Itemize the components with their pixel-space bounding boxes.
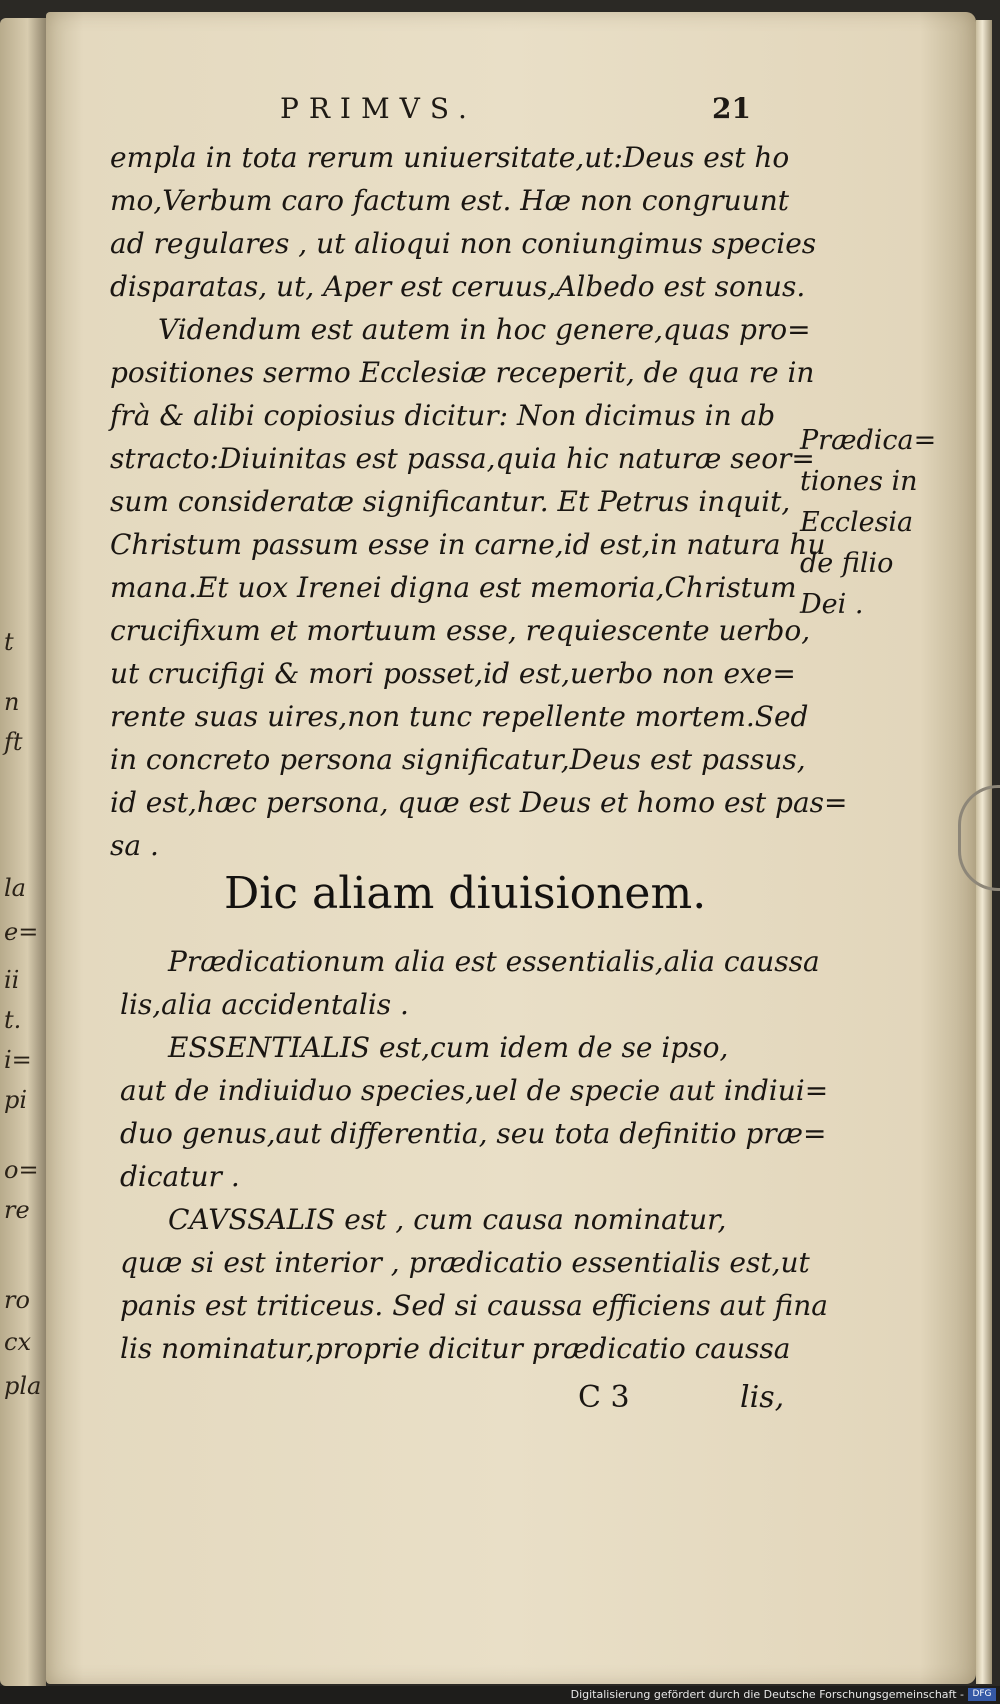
prev-fragment: pla	[4, 1372, 42, 1400]
prev-fragment: i=	[4, 1046, 32, 1074]
text-line: positiones sermo Ecclesiæ receperit, de qua re in	[110, 356, 815, 389]
previous-page-edge	[0, 18, 46, 1686]
prev-fragment: t	[4, 628, 14, 656]
marginal-line: Prædica=	[800, 425, 937, 456]
text-line: crucifixum et mortuum esse, requiescente uerbo,	[110, 614, 811, 647]
marginal-line: Ecclesia	[800, 507, 914, 538]
prev-fragment: la	[4, 874, 26, 902]
marginal-line: tiones in	[800, 466, 918, 497]
text-line: empla in tota rerum uniuersitate,ut:Deus est ho	[110, 141, 790, 174]
text-line: sum consideratæ significantur. Et Petrus inquit,	[110, 485, 791, 518]
text-line: quæ si est interior , prædicatio essentialis est,ut	[120, 1246, 810, 1279]
text-line: disparatas, ut, Aper est ceruus,Albedo est sonus.	[110, 270, 806, 303]
prev-fragment: n	[4, 688, 20, 716]
text-line: dicatur .	[120, 1160, 240, 1193]
running-title: PRIMVS.	[280, 92, 477, 125]
prev-fragment: e=	[4, 918, 39, 946]
text-line: Videndum est autem in hoc genere,quas pro=	[158, 313, 811, 346]
prev-fragment: ii	[4, 966, 20, 994]
prev-fragment: pi	[4, 1086, 28, 1114]
marginal-line: de filio	[800, 548, 894, 579]
signature-mark: C 3	[578, 1380, 630, 1415]
text-line: stracto:Diuinitas est passa,quia hic naturæ seor=	[110, 442, 815, 475]
prev-fragment: re	[4, 1196, 30, 1224]
text-line: frà & alibi copiosius dicitur: Non dicimus in ab	[110, 399, 776, 432]
prev-fragment: ro	[4, 1286, 30, 1314]
dfg-logo: DFG	[968, 1688, 996, 1701]
prev-fragment: t.	[4, 1006, 22, 1034]
text-line: ut crucifigi & mori posset,id est,uerbo non exe=	[110, 657, 796, 690]
marginal-note	[800, 420, 940, 625]
text-line: Prædicationum alia est essentialis,alia caussa	[168, 945, 820, 978]
section-heading: Dic aliam diuisionem.	[224, 868, 707, 919]
digitization-credit: Digitalisierung gefördert durch die Deutsche Forschungsgemeinschaft -	[570, 1688, 964, 1701]
text-line: duo genus,aut differentia, seu tota definitio præ=	[120, 1117, 827, 1150]
prev-fragment: o=	[4, 1156, 39, 1184]
marginal-line: Dei .	[800, 589, 864, 620]
text-line: mo,Verbum caro factum est. Hæ non congruunt	[110, 184, 789, 217]
text-line: in concreto persona significatur,Deus est passus,	[110, 743, 806, 776]
text-line: rente suas uires,non tunc repellente mortem.Sed	[110, 700, 809, 733]
catchword: lis,	[740, 1380, 785, 1415]
page-number: 21	[712, 92, 751, 125]
text-line: lis,alia accidentalis .	[120, 988, 409, 1021]
text-line: lis nominatur,proprie dicitur prædicatio caussa	[120, 1332, 791, 1365]
text-line: ad regulares , ut alioqui non coniungimus species	[110, 227, 817, 260]
prev-fragment: ft	[4, 728, 23, 756]
text-line: CAVSSALIS est , cum causa nominatur,	[168, 1203, 727, 1236]
text-line: ESSENTIALIS est,cum idem de se ipso,	[168, 1031, 729, 1064]
text-line: mana.Et uox Irenei digna est memoria,Christum	[110, 571, 797, 604]
body-text-bottom	[120, 940, 829, 1370]
text-line: Christum passum esse in carne,id est,in natura hu	[110, 528, 826, 561]
prev-fragment: cx	[4, 1328, 31, 1356]
text-line: panis est triticeus. Sed si caussa efficiens aut fina	[120, 1289, 828, 1322]
text-line: aut de indiuiduo species,uel de specie aut indiui=	[120, 1074, 829, 1107]
text-line: id est,hæc persona, quæ est Deus et homo est pas=	[110, 786, 848, 819]
text-line: sa .	[110, 829, 159, 862]
